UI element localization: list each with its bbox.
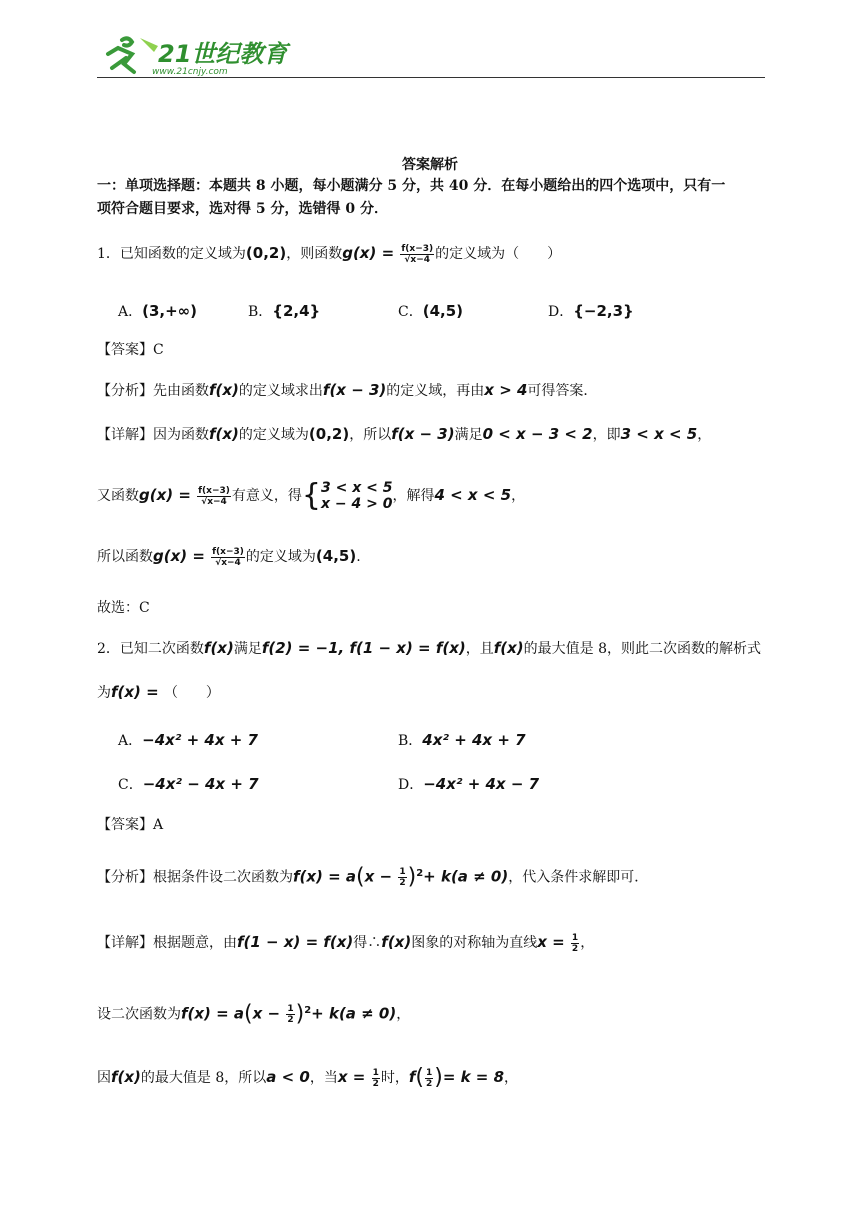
q1-system: { 3 < x < 5 x − 4 > 0 xyxy=(301,478,393,513)
q2-since: 因f(x)的最大值是 8，所以a < 0，当x = $\frac{1}{2}$ 时，f( $\frac{1}{2}$ )= k = 8， xyxy=(97,1065,519,1090)
q2-stem: 2．已知二次函数f(x)满足f(2) = −1, f(1 − x) = f(x)，且f(x)的最大值是 8，则此二次函数的解析式 xyxy=(97,639,762,657)
q2-stem-line2: 为f(x) = （ ） xyxy=(97,683,220,701)
q2-analysis: 【分析】根据条件设二次函数为f(x) = a(x − $\frac{1}{2}$ )$^2$+ k(a ≠ 0)，代入条件求解即可． xyxy=(97,864,649,890)
q1-also: 又函数g(x) = $\frac{f(x-3)}{√x-4}$ 有意义，得{ 3 < x < 5 x − 4 > 0 ，解得4 < x < 5， xyxy=(97,478,526,513)
q1-option-a: A．(3,+∞) xyxy=(118,302,198,320)
q1-option-d: D．{−2,3} xyxy=(548,302,634,320)
q1-answer: 【答案】C xyxy=(97,342,164,358)
q2-option-b: B．4x² + 4x + 7 xyxy=(398,731,526,749)
section-intro-line1: 一：单项选择题：本题共 8 小题，每小题满分 5 分，共 40 分．在每小题给出的四个选项中，只有一 xyxy=(97,178,726,194)
logo-url: www.21cnjy.com xyxy=(152,67,228,76)
q1-stem: 1．已知函数的定义域为(0,2)，则函数g(x) = $\frac{f(x-3)}{√x-4}$ 的定义域为（ ） xyxy=(97,243,562,265)
q2-detail: 【详解】根据题意，由f(1 − x) = f(x)得∴f(x)图象的对称轴为直线x = $\frac{1}{2}$ ， xyxy=(97,932,595,954)
q1-option-b: B．{2,4} xyxy=(248,302,321,320)
q2-option-c: C．−4x² − 4x + 7 xyxy=(118,775,259,793)
logo-text: 21世纪教育 xyxy=(158,40,288,68)
header-rule xyxy=(97,77,765,78)
q1-analysis: 【分析】先由函数f(x)的定义域求出f(x − 3)的定义域，再由x > 4可得答案． xyxy=(97,381,598,399)
q1-option-c: C．(4,5) xyxy=(398,302,464,320)
q1-fraction: $\frac{f(x-3)}{√x-4}$ xyxy=(401,243,434,265)
site-logo xyxy=(100,34,300,76)
q1-choice: 故选：C xyxy=(97,600,150,616)
q2-set: 设二次函数为f(x) = a(x − $\frac{1}{2}$ )$^2$+ k(a ≠ 0)， xyxy=(97,1001,411,1027)
q1-detail: 【详解】因为函数f(x)的定义域为(0,2)，所以f(x − 3)满足0 < x − 3 < 2，即3 < x < 5， xyxy=(97,425,712,443)
section-intro-line2: 项符合题目要求，选对得 5 分，选错得 0 分． xyxy=(97,201,388,217)
q1-so: 所以函数g(x) = $\frac{f(x-3)}{√x-4}$ 的定义域为(4,5). xyxy=(97,546,361,568)
page-title: 答案解析 xyxy=(402,157,458,173)
q2-option-a: A．−4x² + 4x + 7 xyxy=(118,731,258,749)
q2-answer: 【答案】A xyxy=(97,817,164,833)
runner-icon xyxy=(108,38,134,72)
q2-option-d: D．−4x² + 4x − 7 xyxy=(398,775,540,793)
